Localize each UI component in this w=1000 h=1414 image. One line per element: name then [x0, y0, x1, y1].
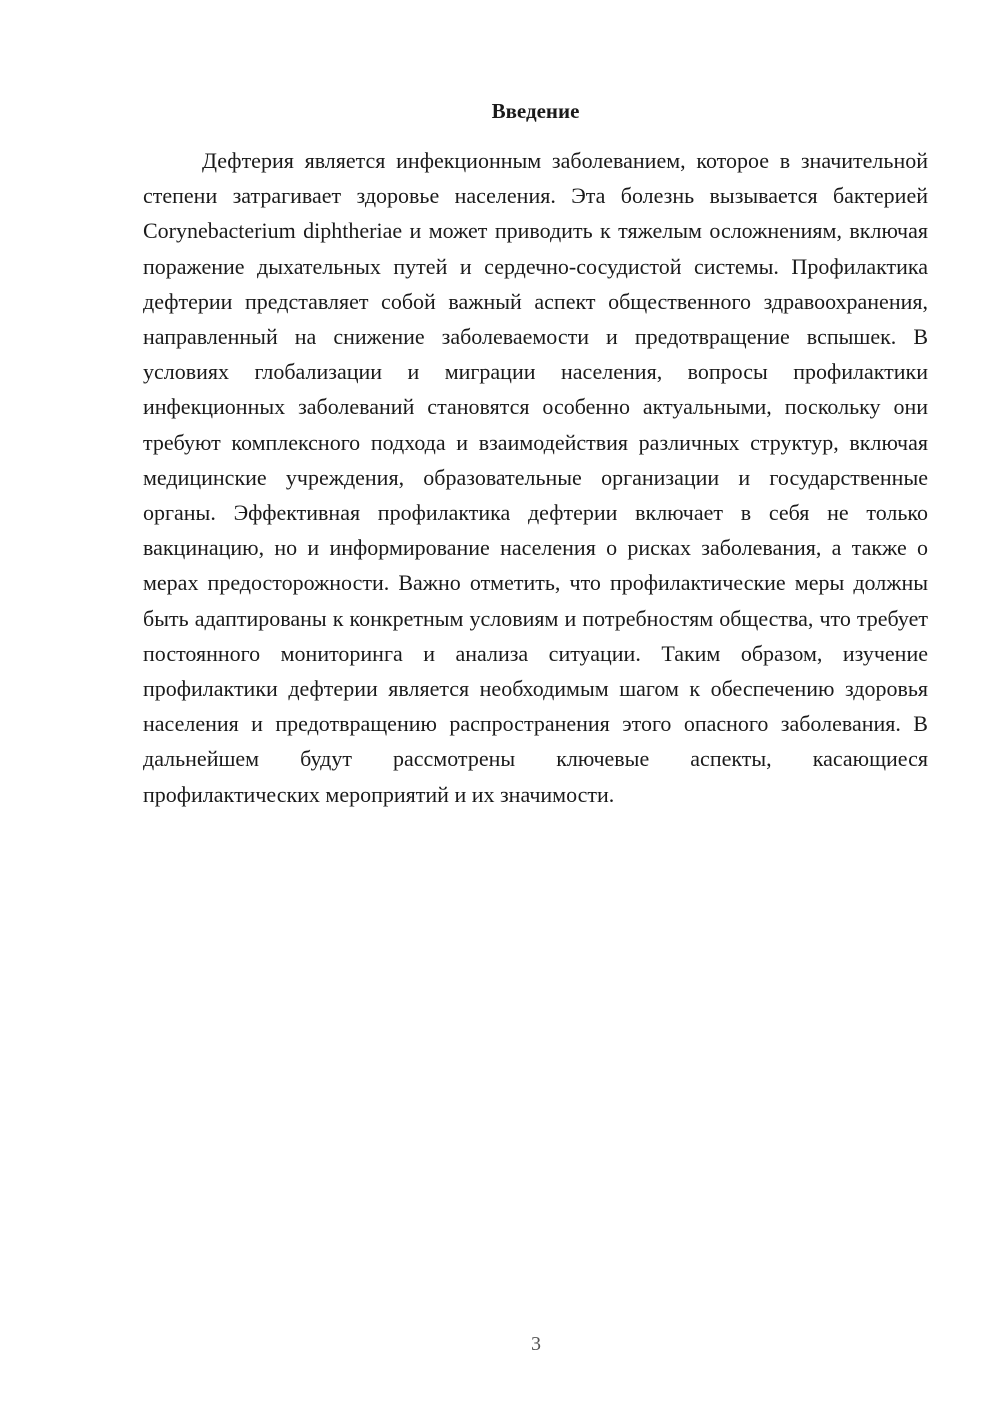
page-number: 3: [531, 1333, 541, 1355]
body-paragraph: Дефтерия является инфекционным заболеванием, которое в значительной степени затрагивает здоровье населения. Эта болезнь вызывается бактерией Corynebacterium diphtheriae и может приводить к тяжелым осложнениям, включая поражение дыхательных путей и сердечно-сосудистой системы. Профилактика дефтерии представляет собой важный аспект общественного здравоохранения, направленный на снижение заболеваемости и предотвращение вспышек. В условиях глобализации и миграции населения, вопросы профилактики инфекционных заболеваний становятся особенно актуальными, поскольку они требуют комплексного подхода и взаимодействия различных структур, включая медицинские учреждения, образовательные организации и государственные органы. Эффективная профилактика дефтерии включает в себя не только вакцинацию, но и информирование населения о рисках заболевания, а также о мерах предосторожности. Важно отметить, что профилактические меры должны быть адаптированы к конкретным условиям и потребностям общества, что требует постоянного мониторинга и анализа ситуации. Таким образом, изучение профилактики дефтерии является необходимым шагом к обеспечению здоровья населения и предотвращению распространения этого опасного заболевания. В дальнейшем будут рассмотрены ключевые аспекты, касающиеся профилактических мероприятий и их значимости.: [143, 148, 928, 807]
section-heading: Введение: [491, 99, 580, 123]
